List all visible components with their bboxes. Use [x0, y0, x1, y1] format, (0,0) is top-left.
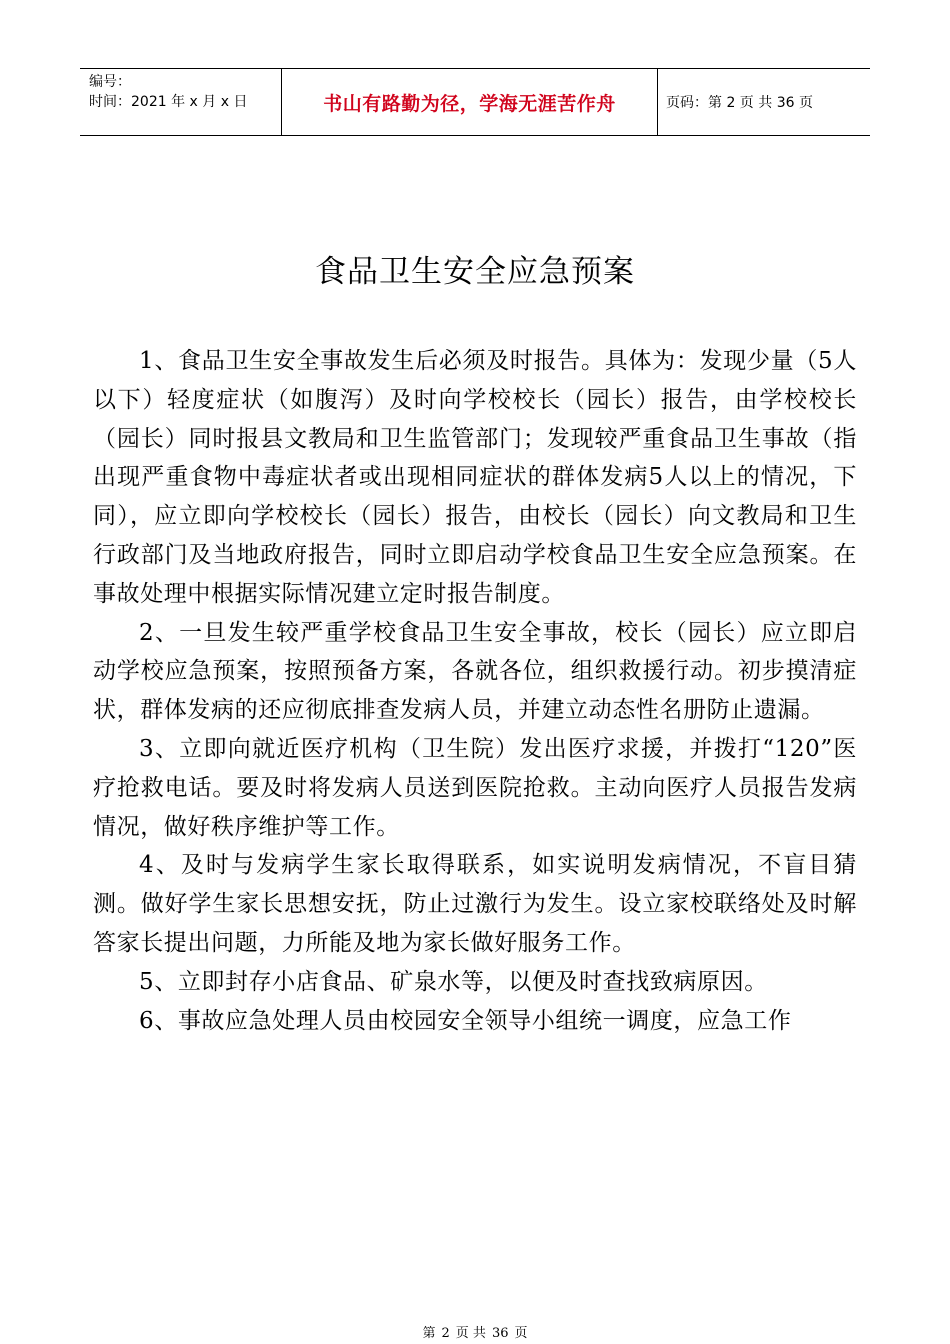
paragraph-1: 1、食品卫生安全事故发生后必须及时报告。具体为：发现少量（5人以下）轻度症状（如腹泻）及时向学校校长（园长）报告，由学校校长（园长）同时报县文教局和卫生监管部门；发现较严重食品卫生事故（指出现严重食物中毒症状者或出现相同症状的群体发病5人以上的情况，下同），应立即向学校校长（园长）报告，由校长（园长）向文教局和卫生行政部门及当地政府报告，同时立即启动学校食品卫生安全应急预案。在事故处理中根据实际情况建立定时报告制度。 — [93, 348, 857, 607]
header-motto: 书山有路勤为径，学海无涯苦作舟 — [323, 92, 616, 115]
footer-page-suffix: 页 — [514, 1326, 528, 1341]
header-page-info: 页码：第 2 页 共 36 页 — [666, 95, 813, 111]
document-title: 食品卫生安全应急预案 — [315, 254, 635, 290]
footer-page-prefix: 第 — [422, 1326, 436, 1341]
paragraph-3: 3、立即向就近医疗机构（卫生院）发出医疗求援，并拨打“120”医疗抢救电话。要及时将发病人员送到医院抢救。主动向医疗人员报告发病情况，做好秩序维护等工作。 — [93, 735, 857, 840]
footer-page-number: 2 — [441, 1326, 450, 1341]
paragraph-5: 5、立即封存小店食品、矿泉水等，以便及时查找致病原因。 — [139, 968, 768, 995]
page-footer — [0, 1322, 950, 1341]
paragraph-4: 4、及时与发病学生家长取得联系，如实说明发病情况，不盲目猜测。做好学生家长思想安抚，防止过激行为发生。设立家校联络处及时解答家长提出问题，力所能及地为家长做好服务工作。 — [93, 852, 857, 956]
page-header — [80, 68, 870, 136]
footer-page-mid: 页 共 — [455, 1326, 486, 1341]
document-date: 时间：2021 年 x 月 x 日 — [89, 94, 248, 110]
document-body — [93, 342, 857, 1040]
header-motto-cell — [282, 69, 658, 135]
paragraph-2: 2、一旦发生较严重学校食品卫生安全事故，校长（园长）应立即启动学校应急预案，按照预备方案，各就各位，组织救援行动。初步摸清症状，群体发病的还应彻底排查发病人员，并建立动态性名册防止遗漏。 — [93, 619, 857, 724]
footer-page-total: 36 — [491, 1326, 509, 1341]
header-meta — [80, 69, 282, 135]
document-number: 编号： — [89, 74, 131, 90]
paragraph-6: 6、事故应急处理人员由校园安全领导小组统一调度，应急工作 — [139, 1007, 792, 1034]
